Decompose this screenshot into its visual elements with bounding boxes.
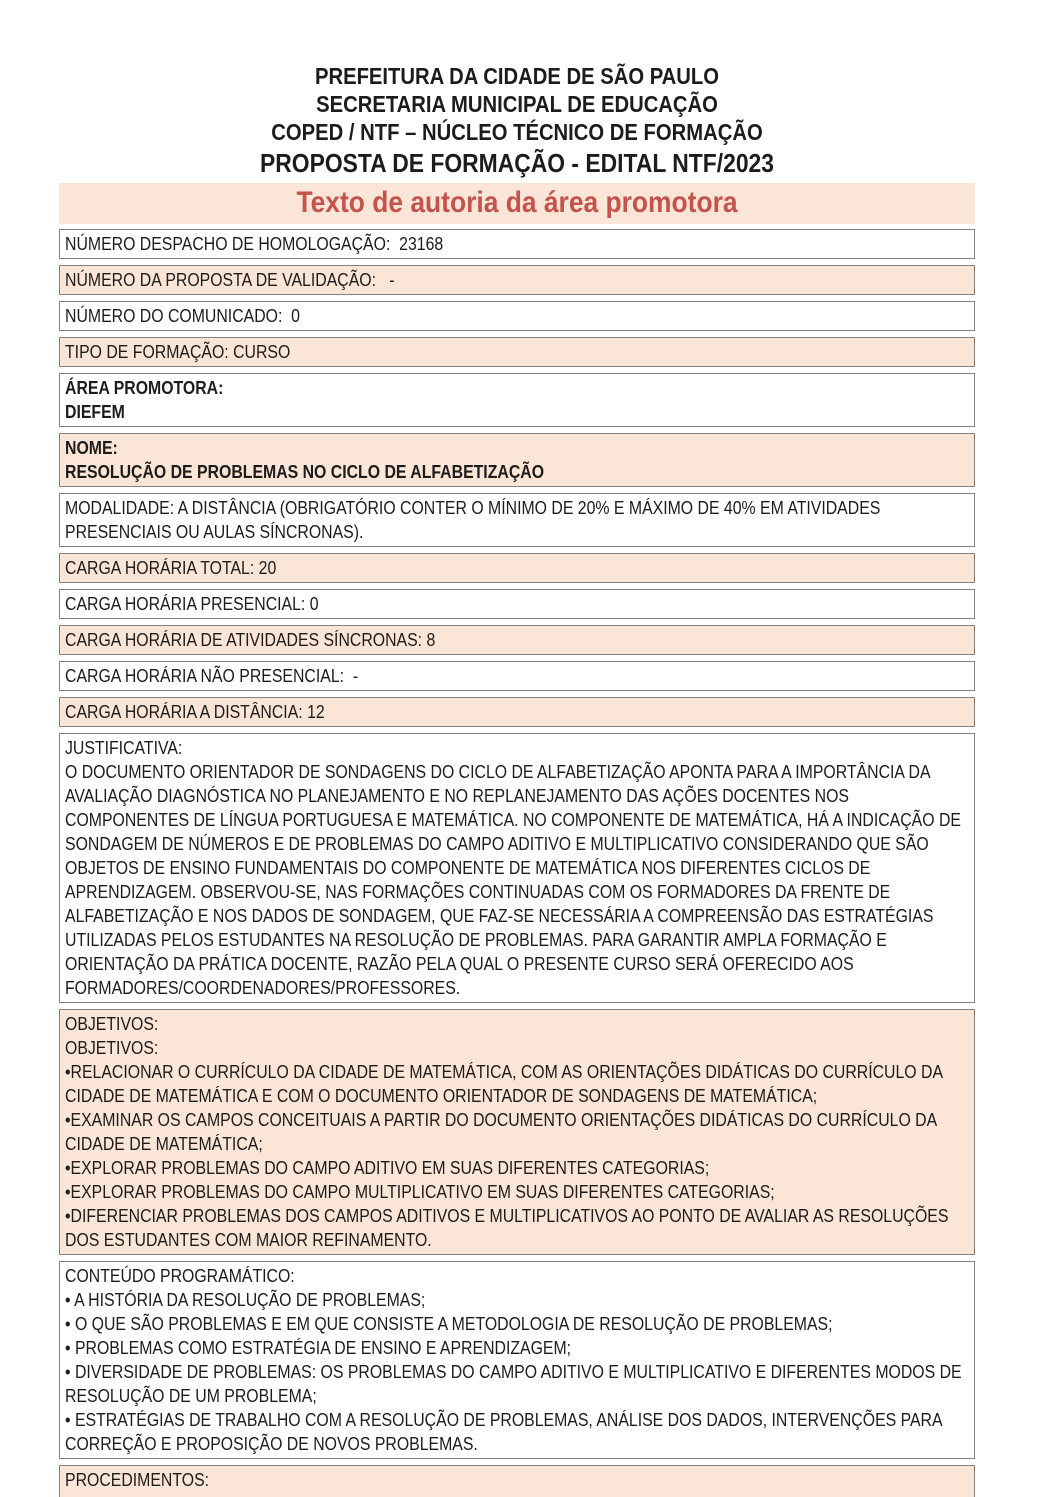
text-line: TIPO DE FORMAÇÃO: CURSO <box>65 342 291 362</box>
text-line: CARGA HORÁRIA A DISTÂNCIA: 12 <box>65 702 325 722</box>
text-line: • O QUE SÃO PROBLEMAS E EM QUE CONSISTE A METODOLOGIA DE RESOLUÇÃO DE PROBLEMAS; <box>65 1314 833 1334</box>
row-tipo-formacao <box>59 337 975 367</box>
document-header <box>59 62 975 180</box>
text-line: CARGA HORÁRIA DE ATIVIDADES SÍNCRONAS: 8 <box>65 630 436 650</box>
document-content <box>59 62 975 1497</box>
text-line: MODALIDADE: A DISTÂNCIA (OBRIGATÓRIO CONTER O MÍNIMO DE 20% E MÁXIMO DE 40% EM ATIVIDADES PRESENCIAIS OU AULAS SÍNCRONAS). <box>65 498 885 542</box>
banner-area-promotora <box>59 183 975 224</box>
row-content <box>65 304 969 328</box>
header-line-prefeitura: PREFEITURA DA CIDADE DE SÃO PAULO <box>314 63 720 89</box>
row-carga-horaria-total <box>59 553 975 583</box>
text-line: •EXAMINAR OS CAMPOS CONCEITUAIS A PARTIR DO DOCUMENTO ORIENTAÇÕES DIDÁTICAS DO CURRÍCULO DA CIDADE DE MATEMÁTICA; <box>65 1110 941 1154</box>
text-line: • PROBLEMAS COMO ESTRATÉGIA DE ENSINO E APRENDIZAGEM; <box>65 1338 572 1358</box>
text-line: • A HISTÓRIA DA RESOLUÇÃO DE PROBLEMAS; <box>65 1290 426 1310</box>
text-line: •RELACIONAR O CURRÍCULO DA CIDADE DE MATEMÁTICA, COM AS ORIENTAÇÕES DIDÁTICAS DO CURRÍCULO DA CIDADE DE MATEMÁTICA E COM O DOCUMENTO ORIENTADOR DE SONDAGENS DE MATEMÁTICA; <box>65 1062 947 1106</box>
row-content <box>65 1264 969 1456</box>
row-numero-despacho-homologacao <box>59 229 975 259</box>
header-line-coped-ntf: COPED / NTF – NÚCLEO TÉCNICO DE FORMAÇÃO <box>271 119 763 145</box>
row-content <box>65 628 969 652</box>
row-content <box>65 664 969 688</box>
row-objetivos <box>59 1009 975 1255</box>
header-line-proposta-edital: PROPOSTA DE FORMAÇÃO - EDITAL NTF/2023 <box>259 148 775 178</box>
row-carga-horaria-a-distancia <box>59 697 975 727</box>
row-content <box>65 496 969 544</box>
text-line: CARGA HORÁRIA TOTAL: 20 <box>65 558 277 578</box>
row-procedimentos <box>59 1465 975 1497</box>
text-line: NÚMERO DO COMUNICADO: 0 <box>65 306 300 326</box>
text-line: ÁREA PROMOTORA: <box>65 378 224 398</box>
text-line: DIEFEM <box>65 402 125 422</box>
banner-title: Texto de autoria da área promotora <box>296 186 738 219</box>
row-content <box>65 556 969 580</box>
row-area-promotora <box>59 373 975 427</box>
text-line: O DOCUMENTO ORIENTADOR DE SONDAGENS DO CICLO DE ALFABETIZAÇÃO APONTA PARA A IMPORTÂNCIA DA AVALIAÇÃO DIAGNÓSTICA NO PLANEJAMENTO E NO REPLANEJAMENTO DAS AÇÕES DOCENTES NOS COMPONENTES DE LÍNGUA PORTUGUESA E MATEMÁTICA. NO COMPONENTE DE MATEMÁTICA, HÁ A INDICAÇÃO DE SONDAGEM DE NÚMEROS E DE PROBLEMAS DO CAMPO ADITIVO E MULTIPLICATIVO CONSIDERANDO QUE SÃO OBJETOS DE ENSINO FUNDAMENTAIS DO COMPONENTE DE MATEMÁTICA NOS DIFERENTES CICLOS DE APRENDIZAGEM. OBSERVOU-SE, NAS FORMAÇÕES CONTINUADAS COM OS FORMADORES DA FRENTE DE ALFABETIZAÇÃO E NOS DADOS DE SONDAGEM, QUE FAZ-SE NECESSÁRIA A COMPREENSÃO DAS ESTRATÉGIAS UTILIZADAS PELOS ESTUDANTES NA RESOLUÇÃO DE PROBLEMAS. PARA GARANTIR AMPLA FORMAÇÃO E ORIENTAÇÃO DA PRÁTICA DOCENTE, RAZÃO PELA QUAL O PRESENTE CURSO SERÁ OFERECIDO AOS FORMADORES/COORDENADORES/PROFESSORES. <box>65 762 966 998</box>
row-content <box>65 436 969 484</box>
text-line: NÚMERO DA PROPOSTA DE VALIDAÇÃO: - <box>65 270 395 290</box>
row-content <box>65 700 969 724</box>
row-numero-comunicado <box>59 301 975 331</box>
row-content <box>65 592 969 616</box>
text-line: CARGA HORÁRIA PRESENCIAL: 0 <box>65 594 319 614</box>
text-line: CARGA HORÁRIA NÃO PRESENCIAL: - <box>65 666 359 686</box>
text-line: •DIFERENCIAR PROBLEMAS DOS CAMPOS ADITIVOS E MULTIPLICATIVOS AO PONTO DE AVALIAR AS RESOLUÇÕES DOS ESTUDANTES COM MAIOR REFINAMENTO. <box>65 1206 953 1250</box>
row-carga-horaria-nao-presencial <box>59 661 975 691</box>
text-line: NÚMERO DESPACHO DE HOMOLOGAÇÃO: 23168 <box>65 234 444 254</box>
row-content <box>65 736 969 1000</box>
row-nome <box>59 433 975 487</box>
row-carga-horaria-presencial <box>59 589 975 619</box>
row-carga-horaria-atividades-sincronas <box>59 625 975 655</box>
text-line: OBJETIVOS: <box>65 1014 159 1034</box>
row-content <box>65 340 969 364</box>
row-justificativa <box>59 733 975 1003</box>
text-line: OBJETIVOS: <box>65 1038 159 1058</box>
text-line: JUSTIFICATIVA: <box>65 738 183 758</box>
text-line: NOME: <box>65 438 118 458</box>
text-line: PROCEDIMENTOS: <box>65 1470 210 1490</box>
row-content <box>65 376 969 424</box>
row-content <box>65 232 969 256</box>
field-rows <box>59 229 975 1497</box>
header-line-secretaria: SECRETARIA MUNICIPAL DE EDUCAÇÃO <box>316 91 718 117</box>
text-line: •EXPLORAR PROBLEMAS DO CAMPO MULTIPLICATIVO EM SUAS DIFERENTES CATEGORIAS; <box>65 1182 775 1202</box>
text-line: RESOLUÇÃO DE PROBLEMAS NO CICLO DE ALFABETIZAÇÃO <box>65 462 545 482</box>
text-line: •EXPLORAR PROBLEMAS DO CAMPO ADITIVO EM SUAS DIFERENTES CATEGORIAS; <box>65 1158 710 1178</box>
row-numero-proposta-validacao <box>59 265 975 295</box>
text-line: • ESTRATÉGIAS DE TRABALHO COM A RESOLUÇÃO DE PROBLEMAS, ANÁLISE DOS DADOS, INTERVENÇÕES PARA CORREÇÃO E PROPOSIÇÃO DE NOVOS PROBLEMAS. <box>65 1410 947 1454</box>
text-line: • DIVERSIDADE DE PROBLEMAS: OS PROBLEMAS DO CAMPO ADITIVO E MULTIPLICATIVO E DIFERENTES MODOS DE RESOLUÇÃO DE UM PROBLEMA; <box>65 1362 966 1406</box>
row-conteudo-programatico <box>59 1261 975 1459</box>
row-content <box>65 1468 969 1492</box>
row-modalidade <box>59 493 975 547</box>
text-line: CONTEÚDO PROGRAMÁTICO: <box>65 1266 295 1286</box>
row-content <box>65 1012 969 1252</box>
row-content <box>65 268 969 292</box>
